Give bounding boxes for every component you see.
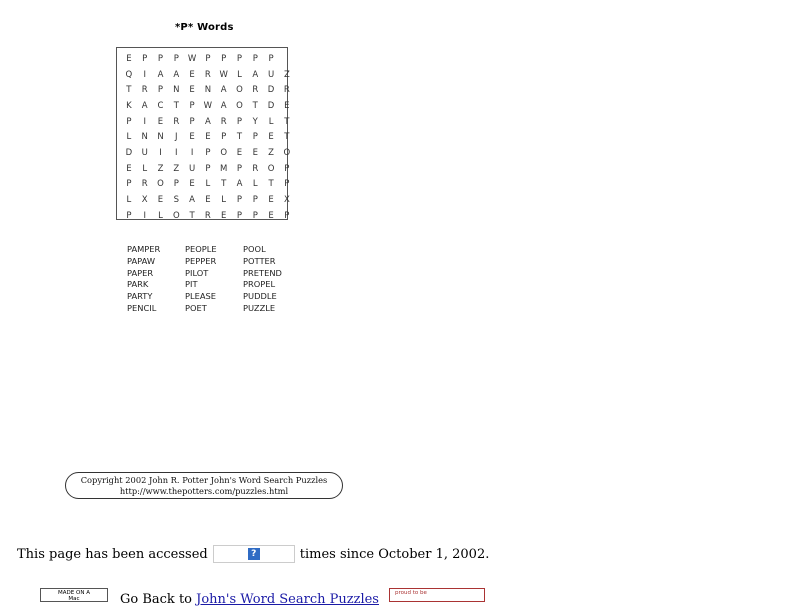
copyright-url: http://www.thepotters.com/puzzles.html [119, 486, 289, 496]
grid-cell: P [126, 179, 132, 190]
grid-cell: D [125, 147, 133, 158]
grid-cell: E [205, 195, 211, 206]
word-search-grid [116, 47, 291, 221]
grid-cell: E [157, 195, 164, 206]
grid-cell: O [267, 163, 275, 174]
grid-cell: P [126, 210, 132, 221]
grid-cell: P [157, 85, 164, 96]
grid-cell: A [236, 179, 243, 190]
word-item: POET [185, 302, 207, 313]
grid-cell: P [252, 53, 258, 64]
copyright-line: Copyright 2002 John R. Potter John's Word Search Puzzles [80, 475, 328, 485]
grid-cell: A [141, 100, 148, 111]
grid-cell: I [175, 147, 178, 158]
grid-cell: P [142, 53, 148, 64]
word-item: PROPEL [243, 279, 276, 290]
grid-cell: P [205, 147, 211, 158]
grid-cell: R [252, 85, 259, 96]
grid-cell: I [190, 147, 194, 158]
grid-cell: E [268, 210, 274, 221]
grid-cell: P [221, 53, 227, 64]
word-item: PAMPER [127, 244, 161, 254]
word-column [127, 244, 185, 315]
grid-cell: Z [157, 163, 164, 174]
word-item: PLEASE [185, 291, 217, 302]
grid-cell: P [236, 163, 243, 174]
word-item: PEOPLE [185, 244, 217, 254]
grid-cell: X [283, 195, 290, 206]
mac-badge-bottom: Mac [68, 596, 80, 602]
grid-cell: D [267, 85, 275, 96]
grid-cell: L [252, 179, 258, 190]
grid-cell: D [267, 100, 275, 111]
grid-cell: E [189, 179, 195, 190]
grid-cell: E [268, 132, 274, 143]
grid-cell: T [252, 100, 258, 111]
grid-cell: P [236, 195, 243, 206]
grid-cell: N [204, 85, 212, 96]
grid-cell: J [175, 132, 178, 143]
grid-cell: P [284, 210, 290, 221]
grid-cell: P [157, 53, 164, 64]
grid-cell: P [221, 132, 227, 143]
grid-row [121, 129, 295, 145]
grid-cell: R [252, 163, 259, 174]
grid-cell: R [283, 85, 290, 96]
grid-cell: P [284, 179, 290, 190]
grid-cell: E [268, 195, 274, 206]
grid-cell: P [189, 116, 195, 127]
grid-cell: E [284, 100, 290, 111]
grid-row [121, 98, 295, 114]
grid-cell: O [220, 147, 228, 158]
grid-cell: Z [268, 147, 274, 158]
grid-row [121, 51, 295, 67]
puzzle-title: *P* Words [175, 22, 234, 33]
grid-cell: P [173, 53, 179, 64]
grid-cell: A [204, 116, 211, 127]
grid-cell: E [252, 147, 258, 158]
word-item: PAPAW [127, 255, 156, 266]
grid-cell: A [173, 69, 180, 80]
grid-cell: P [126, 116, 132, 127]
grid-cell: I [143, 116, 146, 127]
grid-cell: W [187, 53, 197, 64]
grid-cell: X [141, 195, 148, 206]
grid-cell: E [126, 53, 132, 64]
grid-cell: L [126, 195, 132, 206]
grid-cell: L [126, 132, 132, 143]
grid-cell: U [188, 163, 196, 174]
grid-cell: N [141, 132, 148, 143]
grid-cell: P [236, 210, 243, 221]
grid-cell: A [220, 100, 227, 111]
grid-cell: P [252, 210, 258, 221]
grid-cell: Z [283, 69, 290, 80]
grid-cell: P [205, 163, 211, 174]
grid-row [121, 192, 295, 208]
word-item: POTTER [243, 255, 276, 266]
grid-cell: W [203, 100, 213, 111]
grid-cell: M [220, 163, 228, 174]
grid-cell: L [158, 210, 163, 221]
grid-cell: T [268, 179, 274, 190]
grid-cell: O [236, 85, 243, 96]
grid-cell: I [143, 69, 146, 80]
grid-row [121, 177, 295, 193]
grid-cell: U [141, 147, 148, 158]
grid-cell: C [157, 100, 164, 111]
word-column [243, 244, 301, 315]
copyright-notice [65, 472, 343, 499]
grid-row [121, 114, 295, 130]
word-item: POOL [243, 244, 266, 254]
grid-cell: L [205, 179, 211, 190]
grid-row [121, 208, 295, 224]
grid-cell: P [236, 116, 243, 127]
grid-cell: S [173, 195, 179, 206]
grid-cell: E [189, 132, 195, 143]
word-item: PARK [127, 279, 149, 290]
word-item: PAPER [127, 267, 154, 278]
grid-cell: L [237, 69, 242, 80]
grid-cell: W [219, 69, 228, 80]
grid-cell: L [221, 195, 227, 206]
go-back-text: Go Back to [120, 592, 192, 607]
grid-cell: P [268, 53, 274, 64]
grid-cell: P [205, 53, 211, 64]
word-column [185, 244, 243, 315]
grid-cell: P [173, 179, 179, 190]
grid-cell: Q [125, 69, 133, 80]
grid-cell: I [143, 210, 146, 221]
grid-cell: O [283, 147, 291, 158]
grid-cell: A [157, 69, 164, 80]
grid-cell: P [252, 195, 258, 206]
grid-row [121, 161, 295, 177]
grid-cell: R [220, 116, 227, 127]
grid-cell: O [236, 100, 243, 111]
grid-cell: R [204, 210, 211, 221]
grid-cell: E [236, 147, 243, 158]
grid-cell: E [220, 210, 227, 221]
grid-row [121, 82, 295, 98]
grid-cell: R [141, 85, 148, 96]
grid-row [121, 67, 295, 83]
word-item: PENCIL [127, 302, 157, 313]
grid-cell: A [252, 69, 259, 80]
grid-letters [121, 51, 295, 224]
grid-cell: L [268, 116, 274, 127]
grid-cell: R [141, 179, 148, 190]
word-item: PARTY [127, 291, 153, 302]
word-item: PILOT [185, 267, 209, 278]
grid-cell: T [189, 210, 195, 221]
grid-cell: O [157, 179, 164, 190]
grid-cell: K [126, 100, 132, 111]
grid-cell: P [284, 163, 290, 174]
grid-cell: T [221, 179, 227, 190]
grid-cell: L [142, 163, 148, 174]
grid-cell: A [189, 195, 195, 206]
grid-cell: E [157, 116, 164, 127]
word-search-puzzles-link[interactable]: John's Word Search Puzzles [196, 592, 379, 607]
grid-cell: Z [173, 163, 180, 174]
grid-cell: E [126, 163, 132, 174]
grid-cell: T [284, 132, 290, 143]
word-item: PIT [185, 279, 198, 290]
word-list [127, 244, 301, 315]
access-text-before: This page has been accessed [17, 546, 208, 562]
grid-cell: P [189, 100, 195, 111]
grid-cell: R [173, 116, 180, 127]
grid-cell: T [126, 85, 132, 96]
grid-cell: O [172, 210, 180, 221]
word-item: PUDDLE [243, 291, 277, 302]
hit-counter [213, 545, 295, 563]
grid-cell: N [157, 132, 164, 143]
grid-cell: N [173, 85, 180, 96]
grid-cell: P [252, 132, 258, 143]
grid-cell: E [205, 132, 211, 143]
grid-cell: T [236, 132, 243, 143]
grid-cell: I [159, 147, 162, 158]
grid-cell: T [173, 100, 179, 111]
access-text-after: times since October 1, 2002. [299, 546, 490, 562]
grid-cell: E [189, 85, 195, 96]
proud-badge[interactable]: proud to be [389, 588, 485, 602]
grid-cell: T [284, 116, 290, 127]
grid-cell: R [204, 69, 211, 80]
grid-cell: P [236, 53, 243, 64]
grid-cell: Y [252, 116, 258, 127]
grid-cell: A [220, 85, 227, 96]
word-item: PEPPER [185, 255, 217, 266]
grid-cell: U [267, 69, 275, 80]
access-counter-line [17, 545, 489, 563]
word-item: PRETEND [243, 267, 282, 278]
footer [40, 588, 485, 608]
grid-cell: E [189, 69, 195, 80]
mac-badge-top: MADE ON A [58, 590, 90, 596]
broken-image-icon: ? [248, 548, 260, 560]
word-item: PUZZLE [243, 302, 276, 313]
grid-row [121, 145, 295, 161]
